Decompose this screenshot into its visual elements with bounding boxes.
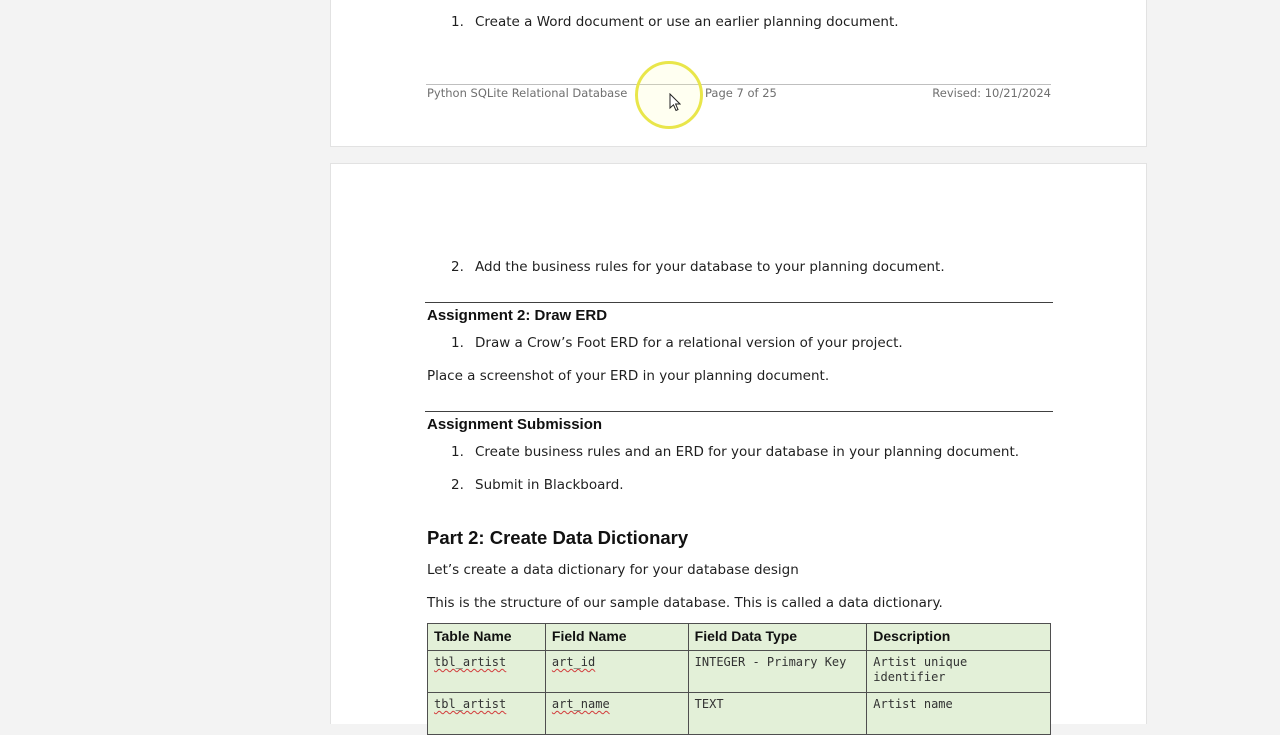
cell-description: Artist name [867,693,1051,735]
heading-part-2: Part 2: Create Data Dictionary [427,527,689,548]
table-row [428,693,1051,735]
mouse-pointer-icon [669,93,681,116]
heading-assignment-2: Assignment 2: Draw ERD [427,307,608,324]
list-text: Add the business rules for your database to your planning document. [475,259,945,275]
table-header-row [428,624,1051,651]
header-description: Description [867,624,1051,651]
header-table-name: Table Name [428,624,546,651]
cell-table-name [428,651,546,693]
part2-intro: Let’s create a data dictionary for your database design [427,562,799,578]
erd-screenshot-note: Place a screenshot of your ERD in your planning document. [427,368,830,384]
list-number: 2. [451,259,464,275]
list-item-submit-blackboard [451,477,624,493]
cell-text: art_name [551,697,610,711]
list-number: 1. [451,14,464,30]
footer-doc-title: Python SQLite Relational Database [427,86,628,100]
document-page-8 [330,163,1147,724]
list-item-create-rules-erd [451,444,1019,460]
cell-text: art_id [551,655,596,669]
header-field-name: Field Name [545,624,688,651]
cell-description: Artist unique identifier [867,651,1051,693]
cell-field-type: INTEGER - Primary Key [688,651,867,693]
heading-assignment-submission: Assignment Submission [427,416,603,433]
list-item-draw-erd [451,335,903,351]
list-text: Create business rules and an ERD for your database in your planning document. [475,444,1020,460]
cell-text: tbl_artist [434,697,507,711]
list-text: Draw a Crow’s Foot ERD for a relational version of your project. [475,335,903,351]
cell-field-type: TEXT [688,693,867,735]
header-field-data-type: Field Data Type [688,624,867,651]
list-number: 1. [451,335,464,351]
document-page-7 [330,0,1147,147]
footer-page-number: Page 7 of 25 [705,86,777,100]
list-number: 1. [451,444,464,460]
list-number: 2. [451,477,464,493]
footer-revised-date: Revised: 10/21/2024 [932,86,1051,100]
cell-field-name [545,651,688,693]
table-row [428,651,1051,693]
data-dictionary-note: This is the structure of our sample database. This is called a data dictionary. [427,595,943,611]
cell-table-name [428,693,546,735]
data-dictionary-table [427,623,1051,735]
footer-divider [426,84,1051,85]
section-divider [425,302,1053,303]
cell-text: tbl_artist [434,655,507,669]
list-text: Create a Word document or use an earlier planning document. [475,14,899,30]
section-divider [425,411,1053,412]
list-text: Submit in Blackboard. [475,477,624,493]
list-item-create-document [451,14,899,30]
list-item-add-business-rules [451,259,945,275]
cell-field-name [545,693,688,735]
